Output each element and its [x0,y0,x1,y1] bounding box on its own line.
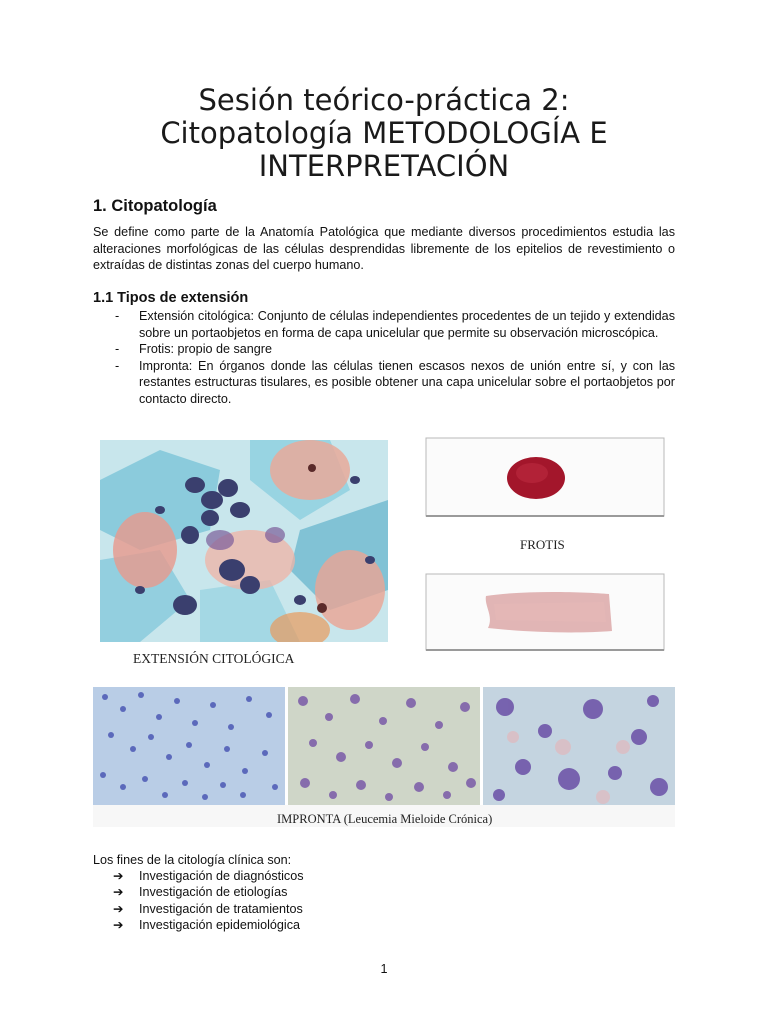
list-item [93,341,675,358]
title-line-1: Sesión teórico-práctica 2: [198,83,570,117]
list-item-text: Impronta: En órganos donde las células tienen escasos nexos de unión entre sí, y con las restantes estructuras tisulares, es posible obtener una capa unicelular sobre el portaobjetos por contacto directo. [139,358,675,406]
fines-intro: Los fines de la citología clínica son: [93,853,292,867]
dash-marker: - [115,358,120,373]
list-item-text: Investigación de diagnósticos [139,869,304,883]
extension-citologica-caption: EXTENSIÓN CITOLÓGICA [133,651,295,666]
impronta-images [93,687,675,827]
impronta-caption: IMPRONTA (Leucemia Mieloide Crónica) [277,812,493,826]
frotis-caption: FROTIS [520,537,565,552]
list-item [93,308,675,341]
list-item [93,901,304,917]
arrow-icon: ➔ [113,901,124,916]
title-line-3: INTERPRETACIÓN [258,149,510,183]
list-item [93,917,304,933]
list-item-text: Investigación de etiologías [139,885,288,900]
dash-marker: - [115,342,120,357]
list-item [93,868,304,884]
arrow-icon: ➔ [113,917,124,932]
section-heading-tipos-extension: 1.1 Tipos de extensión [93,290,249,306]
list-item-text: Investigación epidemiológica [139,917,301,932]
definition-paragraph: Se define como parte de la Anatomía Patológica que mediante diversos procedimientos estudia las alteraciones morfológicas de las células desprendidas libremente de los epitelios de revestimiento o extraídas de distintas zonas del cuerpo humano. [93,225,675,273]
page-number: 1 [380,962,388,976]
title-line-2: Citopatología METODOLOGÍA E [160,116,608,150]
arrow-icon: ➔ [113,869,124,883]
extension-citologica-image [100,440,388,642]
fines-list [93,868,304,933]
list-item [93,358,675,408]
dash-marker: - [115,309,120,323]
section-heading-citopatologia: 1. Citopatología [93,197,217,215]
page-title [92,84,676,183]
list-item [93,884,304,900]
tipos-extension-list [93,308,675,408]
list-item-text: Frotis: propio de sangre [139,342,273,357]
list-item-text: Investigación de tratamientos [139,901,303,916]
list-item-text: Extensión citológica: Conjunto de células independientes procedentes de un tejido y extendidas sobre un portaobjetos en forma de capa unicelular que permite su observación microscópica. [139,309,675,340]
arrow-icon: ➔ [113,885,124,900]
